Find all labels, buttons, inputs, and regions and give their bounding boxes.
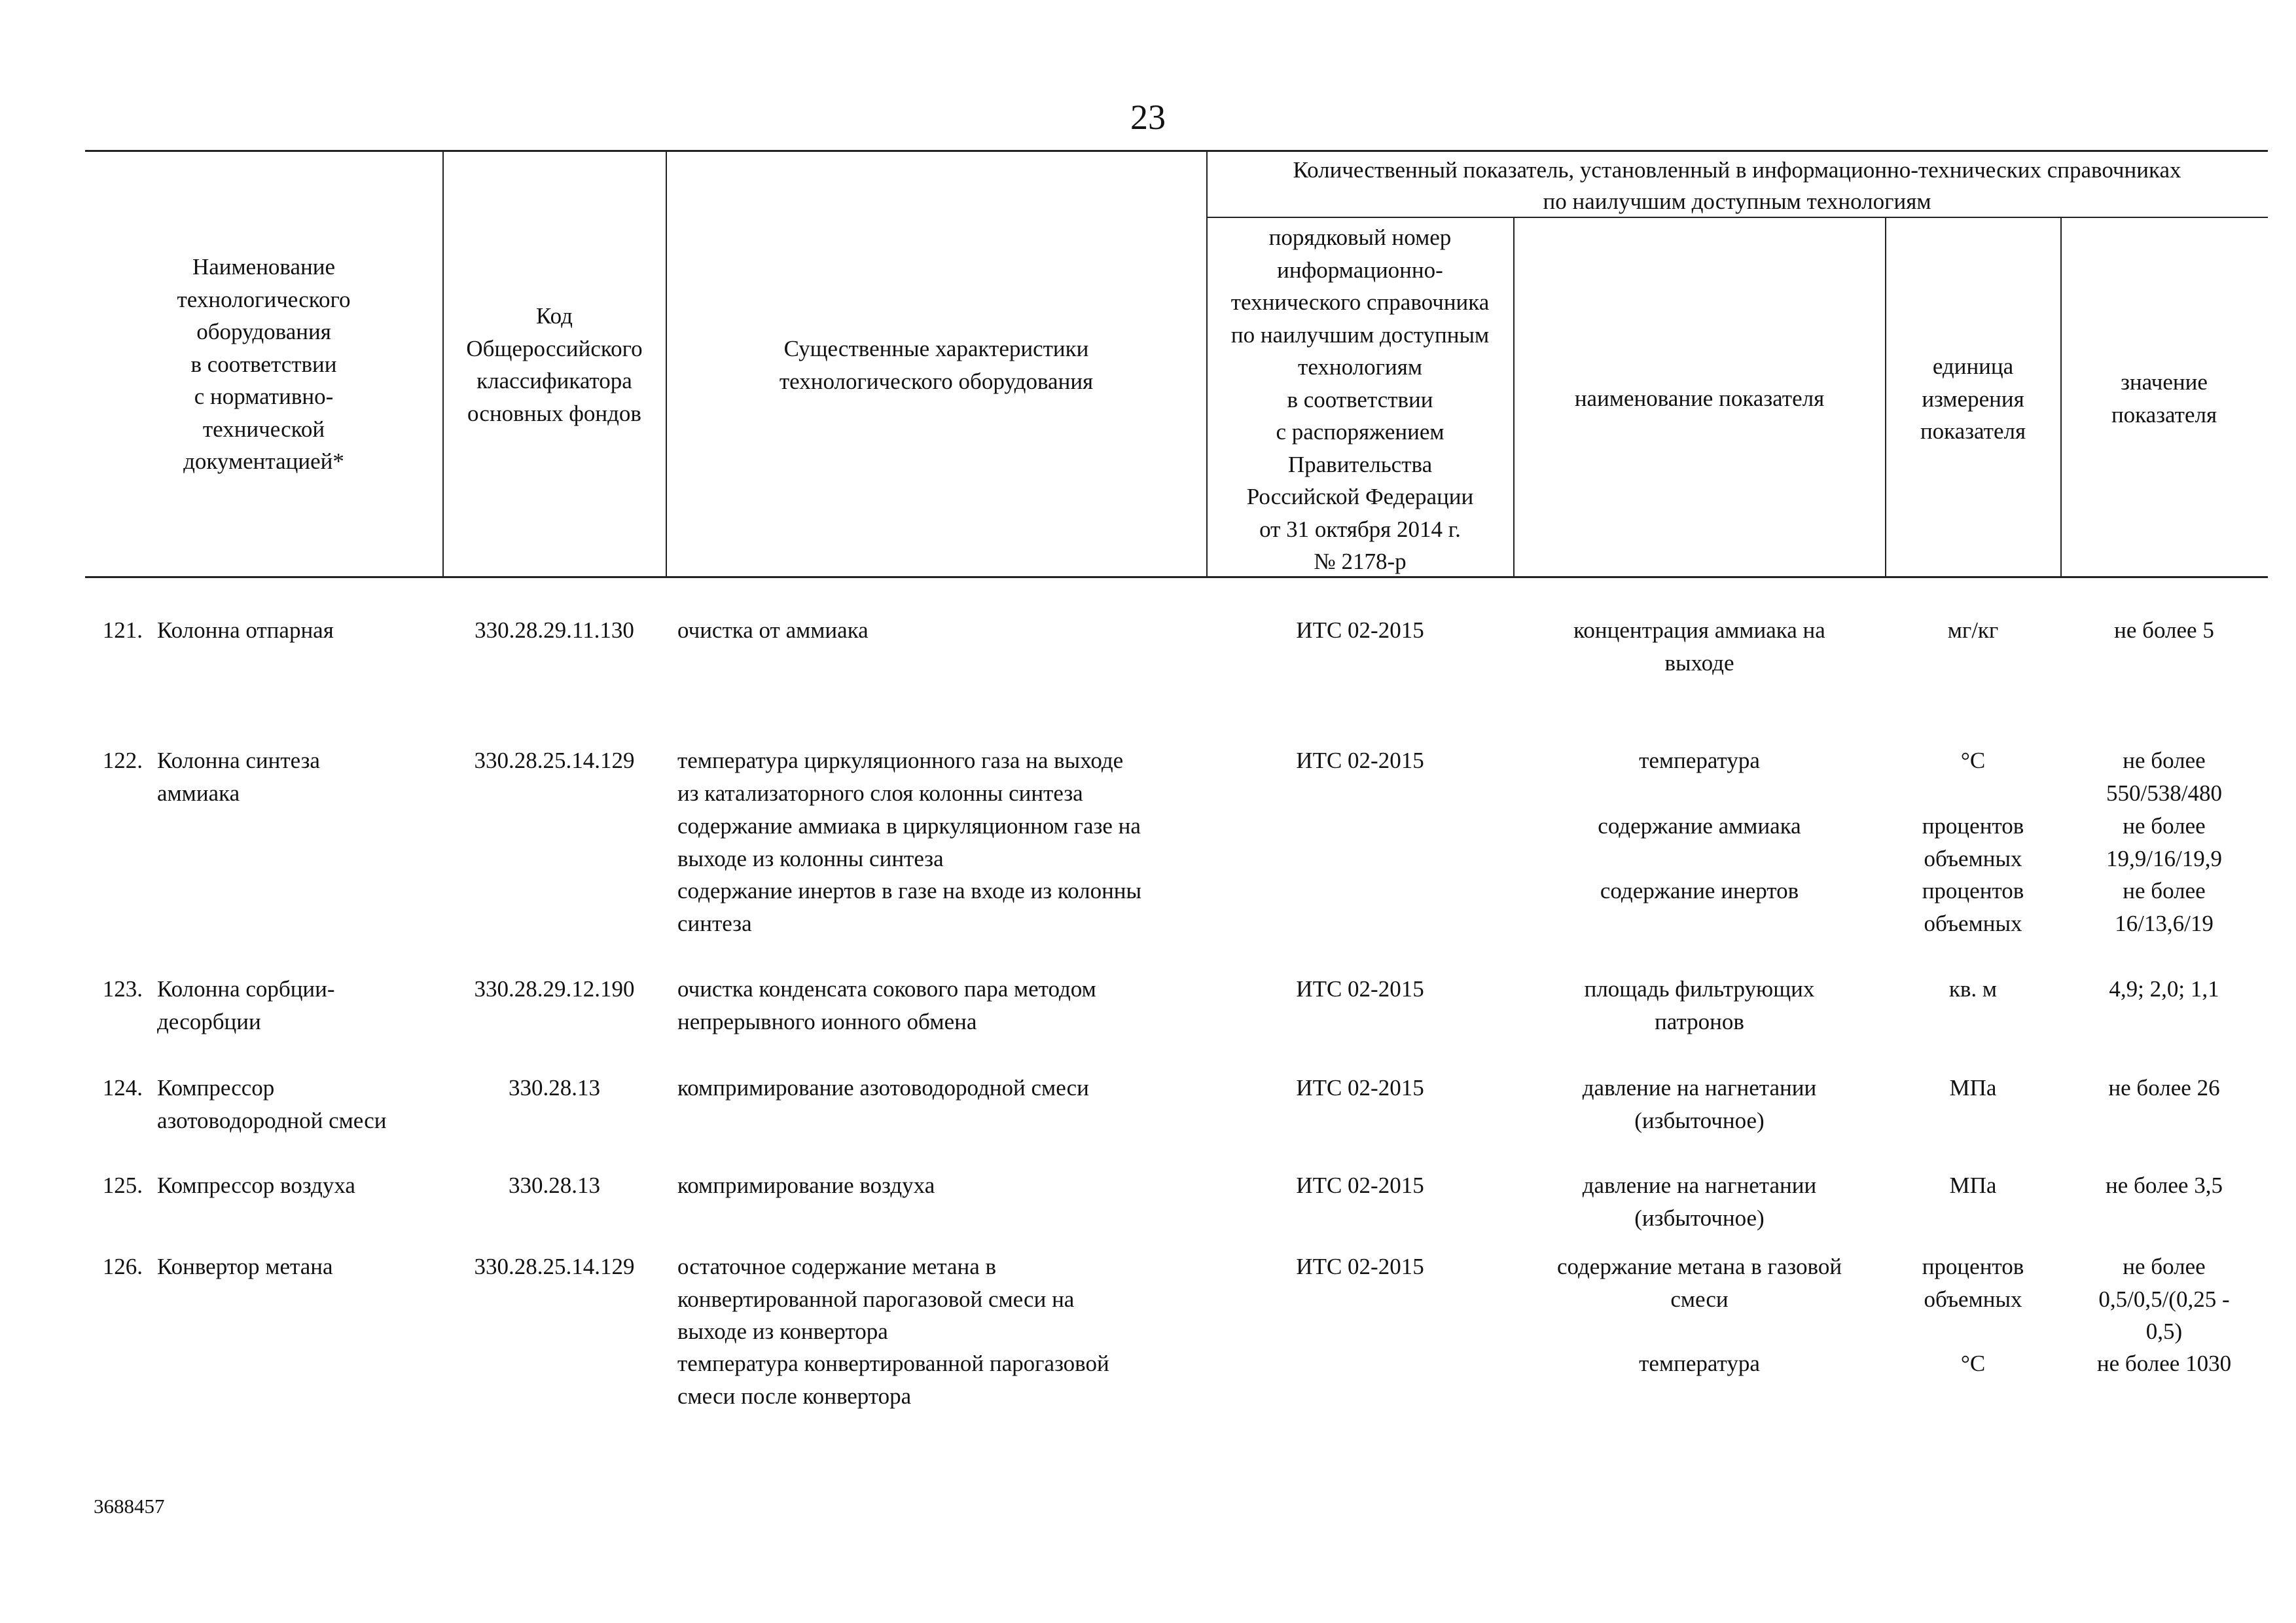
feature-text: содержание инертов в газе на входе из колонны синтеза [677,878,1142,936]
feature-text: компримирование азотоводородной смеси [677,1075,1089,1101]
indicator-name: содержание метана в газовой смеси [1556,1254,1842,1312]
header-okof-code: Код Общероссийского классификатора основных фондов [466,303,643,426]
header-indicator-name: наименование показателя [1574,386,1825,411]
its-reference: ИТС 02-2015 [1296,1075,1424,1101]
okof-code: 330.28.25.14.129 [474,1254,635,1279]
okof-code: 330.28.13 [509,1075,600,1101]
indicator-value: не более 0,5/0,5/(0,25 - 0,5) [2098,1254,2230,1344]
header-unit: единица измерения показателя [1920,354,2026,444]
indicator-unit: МПа [1949,1173,1997,1198]
indicator-name: давление на нагнетании (избыточное) [1582,1075,1817,1133]
column-divider [666,151,667,577]
indicator-name: температура [1639,1351,1760,1376]
equipment-name: Компрессор азотоводородной смеси [157,1075,387,1133]
indicator-unit: мг/кг [1947,617,1999,643]
indicator-value: не более 19,9/16/19,9 [2106,813,2222,871]
header-group-title: Количественный показатель, установленный в информационно-технических справочниках по наилучшим доступным технологиям [1293,157,2181,214]
feature-text: очистка от аммиака [677,617,869,643]
column-divider [1513,217,1515,577]
page-number: 23 [1130,98,1166,137]
header-bottom-rule [85,576,2268,578]
okof-code: 330.28.29.12.190 [474,976,635,1002]
header-value: значение показателя [2111,369,2217,428]
row-number: 124. [102,1075,143,1101]
equipment-name: Компрессор воздуха [157,1173,355,1198]
its-reference: ИТС 02-2015 [1296,748,1424,773]
indicator-unit: °С [1960,1351,1986,1376]
indicator-name: содержание инертов [1600,878,1799,903]
indicator-value: не более 16/13,6/19 [2115,878,2214,936]
indicator-value: не более 1030 [2096,1351,2232,1376]
row-number: 123. [102,976,143,1002]
feature-text: содержание аммиака в циркуляционном газе на выходе из колонны синтеза [677,813,1141,871]
column-divider [442,151,444,577]
indicator-unit: МПа [1949,1075,1997,1101]
feature-text: компримирование воздуха [677,1173,935,1198]
indicator-unit: кв. м [1948,976,1998,1002]
indicator-name: температура [1639,748,1760,773]
row-number: 121. [102,617,143,643]
equipment-name: Колонна синтеза аммиака [157,748,320,806]
indicator-name: концентрация аммиака на выходе [1573,617,1825,676]
feature-text: температура циркуляционного газа на выходе из катализаторного слоя колонны синтеза [677,748,1124,806]
header-equipment-name: Наименование технологического оборудования в соответствии с нормативно- технической документацией* [177,254,351,474]
its-reference: ИТС 02-2015 [1296,1254,1424,1279]
indicator-value: не более 550/538/480 [2106,748,2222,806]
indicator-unit: процентов объемных [1922,878,2024,936]
indicator-value: не более 5 [2114,617,2214,643]
indicator-value: не более 3,5 [2106,1173,2223,1198]
okof-code: 330.28.29.11.130 [475,617,634,643]
equipment-name: Конвертор метана [157,1254,333,1279]
okof-code: 330.28.25.14.129 [474,748,635,773]
indicator-unit: °С [1960,748,1986,773]
its-reference: ИТС 02-2015 [1296,1173,1424,1198]
feature-text: остаточное содержание метана в конвертированной парогазовой смеси на выходе из конвертора [677,1254,1075,1344]
indicator-unit: процентов объемных [1922,1254,2024,1312]
indicator-name: площадь фильтрующих патронов [1584,976,1815,1034]
feature-text: очистка конденсата сокового пара методом непрерывного ионного обмена [677,976,1096,1034]
header-features: Существенные характеристики технологического оборудования [779,336,1094,394]
indicator-name: давление на нагнетании (избыточное) [1582,1173,1817,1231]
document-id: 3688457 [94,1495,165,1518]
row-number: 126. [102,1254,143,1279]
header-its-number: порядковый номер информационно- технического справочника по наилучшим доступным технологиям в соответствии с распоряжением Правительства Российской Федерации от 31 октября 2014 г. № 2178-р [1230,225,1490,574]
indicator-unit: процентов объемных [1922,813,2024,871]
column-divider [2060,217,2062,577]
its-reference: ИТС 02-2015 [1296,617,1424,643]
row-number: 125. [102,1173,143,1198]
okof-code: 330.28.13 [509,1173,600,1198]
indicator-value: не более 26 [2108,1075,2220,1101]
its-reference: ИТС 02-2015 [1296,976,1424,1002]
equipment-name: Колонна сорбции- десорбции [157,976,335,1034]
table-top-rule [85,150,2268,152]
equipment-name: Колонна отпарная [157,617,334,643]
indicator-name: содержание аммиака [1598,813,1801,839]
row-number: 122. [102,748,143,773]
column-divider [1885,217,1886,577]
column-divider [1206,151,1208,577]
indicator-value: 4,9; 2,0; 1,1 [2109,976,2219,1002]
feature-text: температура конвертированной парогазовой смеси после конвертора [677,1351,1109,1409]
